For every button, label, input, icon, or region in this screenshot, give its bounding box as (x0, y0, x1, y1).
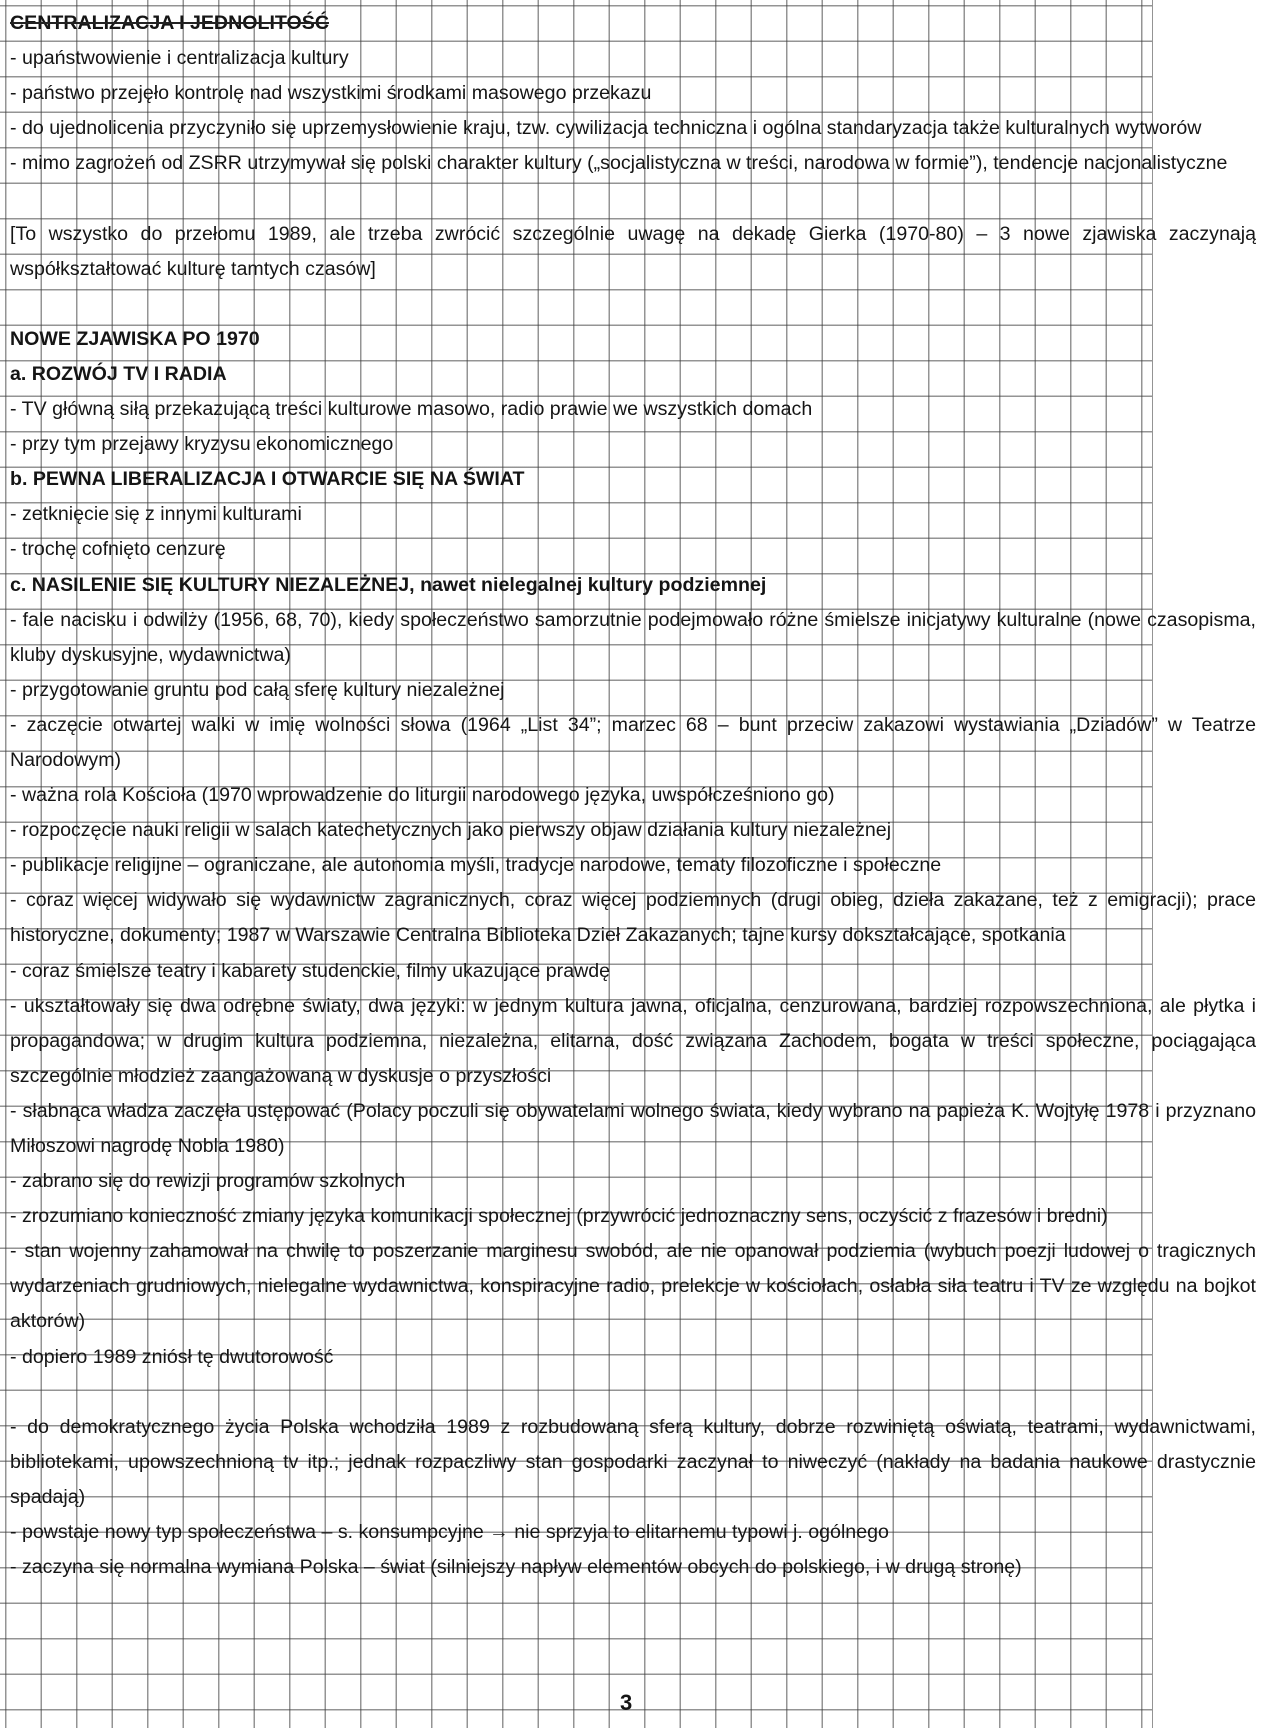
list-item: - mimo zagrożeń od ZSRR utrzymywał się polski charakter kultury („socjalistyczna w treści, narodowa w formie”), tendencje nacjonalistyczne (10, 152, 1228, 175)
list-item: - rozpoczęcie nauki religii w salach katechetycznych jako pierwszy objaw działania kultury niezależnej (10, 819, 892, 842)
section-heading-centralization: CENTRALIZACJA I JEDNOLITOŚĆ (10, 12, 329, 34)
list-item: - ważna rola Kościoła (1970 wprowadzenie do liturgii narodowego języka, uwspółcześniono go) (10, 784, 835, 807)
list-item: - słabnąca władza zaczęła ustępować (Polacy poczuli się obywatelami wolnego świata, kiedy wybrano na papieża K. Wojtyłę 1978 i przyznano Miłoszowi nagrodę Nobla 1980) (10, 1099, 1256, 1157)
subheading-c: c. NASILENIE SIĘ KULTURY NIEZALEŻNEJ, nawet nielegalnej kultury podziemnej (10, 573, 767, 596)
list-item: - do demokratycznego życia Polska wchodziła 1989 z rozbudowaną sferą kultury, dobrze rozwiniętą oświatą, teatrami, wydawnictwami, bibliotekami, upowszechnioną tv itp.; jednak rozpaczliwy stan gospodarki zaczynał to niweczyć (nakłady na badania naukowe drastycznie spadają) (10, 1415, 1256, 1508)
document-body (10, 6, 1260, 1585)
blank-line (10, 1375, 1260, 1410)
subheading-a: a. ROZWÓJ TV I RADIA (10, 362, 227, 385)
list-item: - przygotowanie gruntu pod całą sferę kultury niezależnej (10, 678, 505, 701)
list-item: - zrozumiano konieczność zmiany języka komunikacji społecznej (przywrócić jednoznaczny sens, oczyścić z frazesów i bredni) (10, 1205, 1108, 1228)
subheading-b: b. PEWNA LIBERALIZACJA I OTWARCIE SIĘ NA ŚWIAT (10, 468, 525, 491)
list-item: - zetknięcie się z innymi kulturami (10, 503, 302, 526)
list-item: - upaństwowienie i centralizacja kultury (10, 47, 349, 70)
list-item: - przy tym przejawy kryzysu ekonomicznego (10, 433, 394, 456)
list-item: - ukształtowały się dwa odrębne światy, dwa języki: w jednym kultura jawna, oficjalna, cenzurowana, bardziej rozpowszechniona, ale płytka i propagandowa; w drugim kultura podziemna, niezależna, elitarna, dość związana Zachodem, bogata w treści społeczne, pociągająca szczególnie młodzież zaangażowaną w dyskusje o przyszłości (10, 994, 1256, 1087)
list-item: - zaczyna się normalna wymiana Polska – świat (silniejszy napływ elementów obcych do polskiego, i w drugą stronę) (10, 1556, 1022, 1579)
list-item: - TV główną siłą przekazującą treści kulturowe masowo, radio prawie we wszystkich domach (10, 398, 813, 421)
list-item: - powstaje nowy typ społeczeństwa – s. konsumpcyjne → nie sprzyja to elitarnemu typowi j. ogólnego (10, 1521, 889, 1544)
list-item: - zabrano się do rewizji programów szkolnych (10, 1170, 406, 1193)
list-item: - coraz śmielsze teatry i kabarety studenckie, filmy ukazujące prawdę (10, 959, 611, 982)
blank-line (10, 181, 1260, 216)
list-item: - coraz więcej widywało się wydawnictw zagranicznych, coraz więcej podziemnych (drugi obieg, dzieła zakazane, też z emigracji); prace historyczne, dokumenty; 1987 w Warszawie Centralna Biblioteka Dzieł Zakazanych; tajne kursy dokształcające, spotkania (10, 889, 1256, 947)
list-item: - do ujednolicenia przyczyniło się uprzemysłowienie kraju, tzw. cywilizacja techniczna i ogólna standaryzacja także kulturalnych wytworów (10, 117, 1202, 140)
section-note: [To wszystko do przełomu 1989, ale trzeba zwrócić szczególnie uwagę na dekadę Gierka (1970-80) – 3 nowe zjawiska zaczynają współkształtować kulturę tamtych czasów] (10, 222, 1256, 280)
blank-line (10, 287, 1260, 322)
list-item: - stan wojenny zahamował na chwilę to poszerzanie marginesu swobód, ale nie opanował podziemia (wybuch poezji ludowej o tragicznych wydarzeniach grudniowych, nielegalne wydawnictwa, konspiracyjne radio, prelekcje w kościołach, osłabła siła teatru i TV ze względu na bojkot aktorów) (10, 1240, 1256, 1333)
list-item: - publikacje religijne – ograniczane, ale autonomia myśli, tradycje narodowe, tematy filozoficzne i społeczne (10, 854, 942, 877)
list-item: - dopiero 1989 zniósł tę dwutorowość (10, 1345, 334, 1368)
section-heading-new-phenomena: NOWE ZJAWISKA PO 1970 (10, 327, 260, 350)
list-item: - zaczęcie otwartej walki w imię wolności słowa (1964 „List 34”; marzec 68 – bunt przeciw zakazowi wystawiania „Dziadów” w Teatrze Narodowym) (10, 713, 1256, 771)
page-number: 3 (620, 1690, 633, 1715)
list-item: - trochę cofnięto cenzurę (10, 538, 226, 561)
list-item: - państwo przejęło kontrolę nad wszystkimi środkami masowego przekazu (10, 82, 652, 105)
list-item: - fale nacisku i odwilży (1956, 68, 70), kiedy społeczeństwo samorzutnie podejmowało różne śmielsze inicjatywy kulturalne (nowe czasopisma, kluby dyskusyjne, wydawnictwa) (10, 608, 1256, 666)
